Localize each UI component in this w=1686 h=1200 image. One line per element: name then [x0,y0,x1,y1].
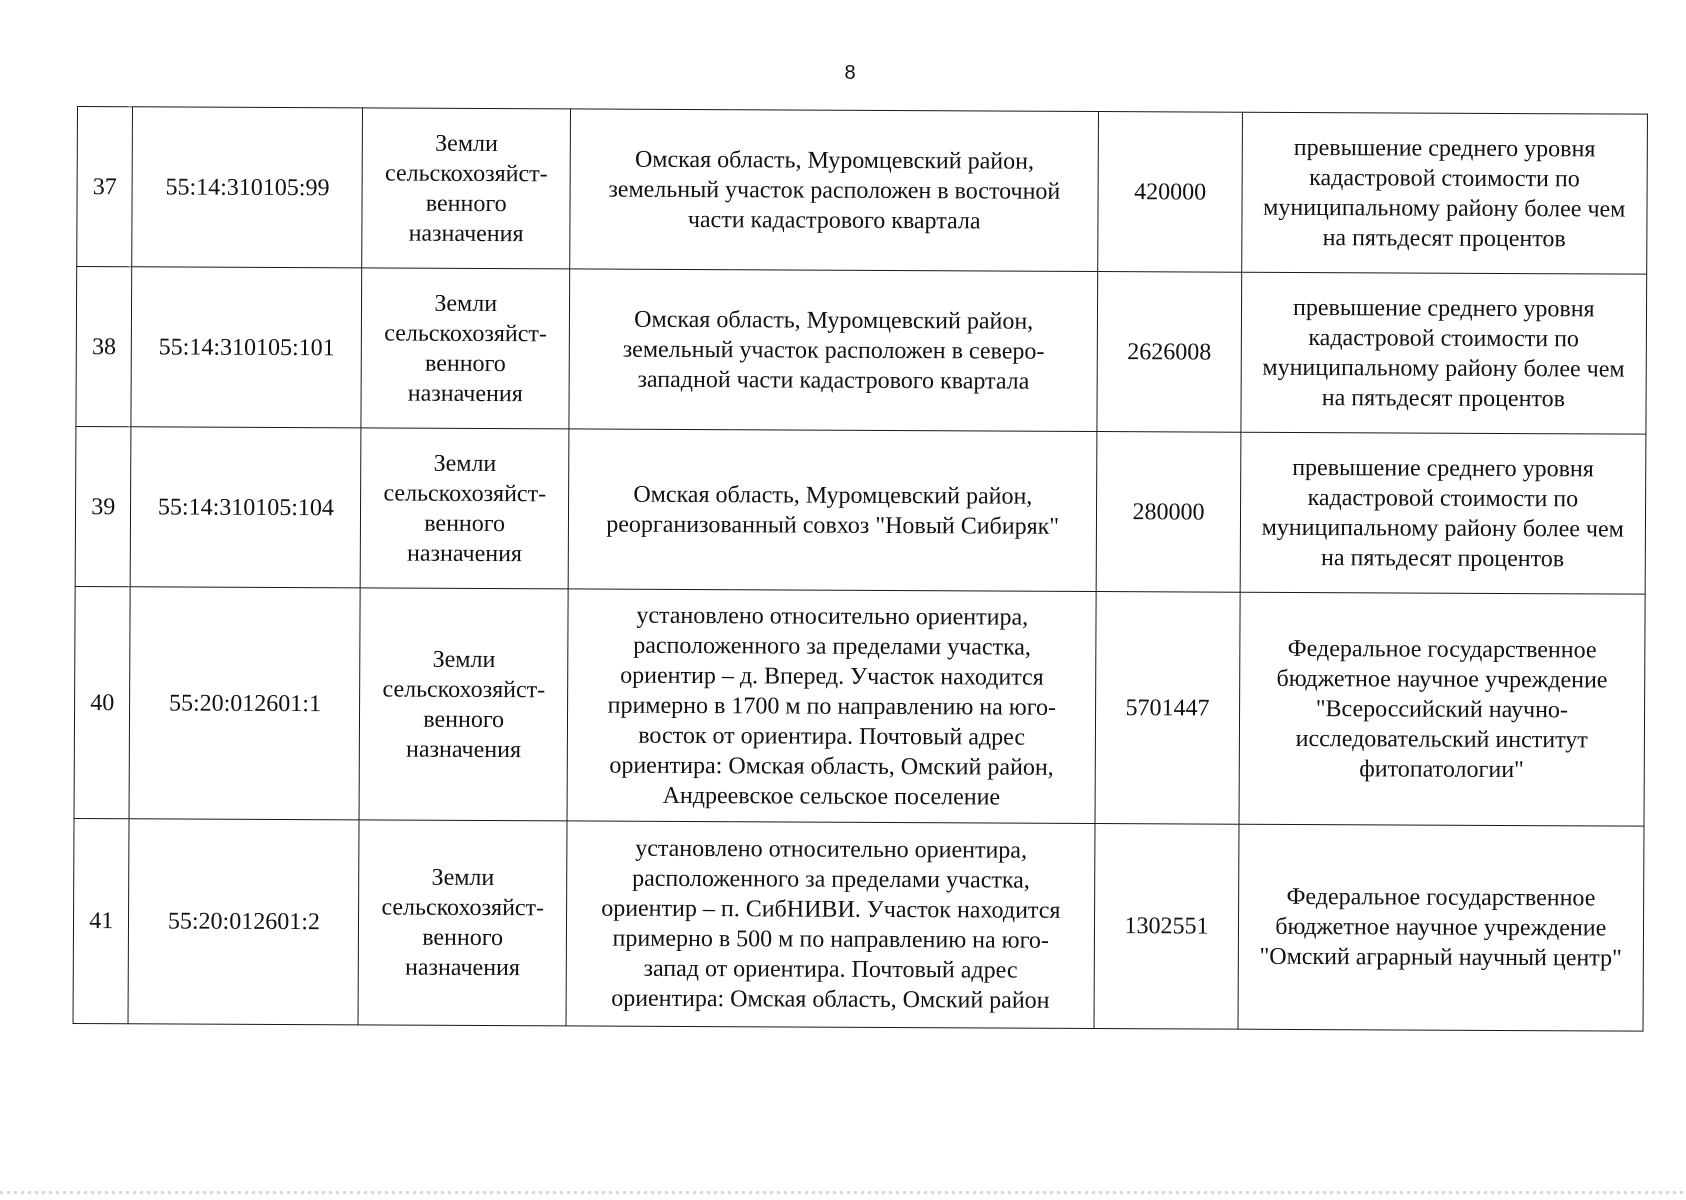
address-line: ориентир – д. Вперед. Участок находится [620,662,1044,691]
address-line: Андреевское сельское поселение [662,782,1001,811]
address-line: западной части кадастрового квартала [637,366,1030,395]
land-plots-table [73,106,1648,1032]
land-category-line: назначения [406,736,522,763]
cadastral-value-cell [1097,431,1241,592]
land-category-line: сельскохозяйст- [384,320,547,347]
table-row [75,426,1646,594]
address-cell [566,821,1095,1029]
reason-line: муниципальному району более чем [1261,514,1624,543]
land-category-line: сельскохозяйст- [385,160,548,187]
page-number: 8 [844,62,856,84]
land-category-line: назначения [406,540,523,567]
cadastral-number: 55:20:012601:1 [168,689,322,717]
address-line: ориентира: Омская область, Омский район [611,985,1050,1014]
row-number: 39 [91,493,116,520]
cadastral-number-cell [129,587,360,820]
row-number-cell [75,426,131,586]
reason-line: "Всероссийский научно- [1315,695,1569,723]
address-line: установлено относительно ориентира, [636,602,1029,631]
address-cell [569,269,1098,432]
land-category-line: Земли [433,450,497,477]
reason-cell [1241,272,1647,434]
address-line: реорганизованный совхоз "Новый Сибиряк" [606,511,1060,540]
cadastral-value: 420000 [1134,178,1207,206]
row-number-cell [77,107,133,267]
land-category-line: Земли [434,290,498,317]
land-category-line: венного [424,350,506,377]
reason-line: на пятьдесят процентов [1320,544,1565,572]
address-line: расположенного за пределами участка, [633,632,1032,661]
row-number: 38 [91,333,117,360]
land-category-line: Земли [435,130,498,157]
row-number-cell [73,818,129,1023]
reason-line: превышение среднего уровня [1293,134,1596,162]
address-line: установлено относительно ориентира, [635,835,1028,864]
reason-line: превышение среднего уровня [1292,454,1594,482]
reason-cell [1238,824,1644,1031]
address-line: ориентира: Омская область, Омский район, [609,752,1054,781]
cadastral-value: 5701447 [1125,694,1210,722]
address-line: Омская область, Муромцевский район, [634,306,1034,335]
reason-cell [1241,112,1647,274]
address-line: части кадастрового квартала [687,206,981,234]
reason-line: на пятьдесят процентов [1322,224,1566,252]
address-line: примерно в 1700 м по направлению на юго- [607,692,1057,721]
cadastral-value-cell [1097,271,1241,432]
address-cell [570,109,1099,272]
reason-line: кадастровой стоимости по [1307,484,1579,512]
cadastral-number-cell [132,107,363,268]
reason-line: фитопатологии" [1359,755,1524,783]
land-category-line: венного [424,510,506,537]
land-category-cell [358,820,567,1026]
land-category-line: Земли [431,864,495,892]
reason-line: исследовательский институт [1295,725,1588,753]
land-category-line: сельскохозяйст- [383,480,547,507]
cadastral-number: 55:14:310105:104 [157,493,335,521]
reason-cell [1240,432,1646,594]
row-number: 40 [90,689,115,716]
address-cell [568,429,1097,592]
reason-cell [1239,592,1646,826]
land-category-cell [361,268,569,429]
scan-edge-noise [0,1191,1686,1194]
row-number-cell [76,267,132,427]
address-line: примерно в 500 м по направлению на юго- [612,925,1049,954]
table-row [77,107,1648,275]
table-row [76,267,1647,435]
cadastral-value: 2626008 [1127,338,1212,366]
land-category-cell [362,108,570,269]
land-category-line: сельскохозяйст- [381,894,545,922]
cadastral-value-cell [1094,823,1238,1029]
cadastral-number-cell [128,819,359,1025]
land-category-line: назначения [408,220,524,247]
row-number: 37 [92,173,117,200]
table-row [74,586,1645,826]
cadastral-value-cell [1098,111,1242,272]
land-category-line: сельскохозяйст- [382,676,546,703]
reason-line: кадастровой стоимости по [1308,324,1580,352]
land-category-line: венного [425,190,507,217]
address-line: земельный участок расположен в северо- [622,336,1045,365]
table-row [73,818,1644,1031]
land-category-cell [359,588,568,821]
land-category-line: Земли [432,646,496,673]
land-category-line: назначения [404,954,521,982]
land-category-line: назначения [407,380,523,407]
reason-line: бюджетное научное учреждение [1275,913,1607,942]
row-number-cell [74,586,131,818]
address-cell [567,589,1097,824]
cadastral-value: 280000 [1132,498,1205,526]
reason-line: "Омский аграрный научный центр" [1259,943,1622,972]
reason-line: превышение среднего уровня [1292,294,1595,322]
land-category-line: венного [423,706,505,733]
address-line: ориентир – п. СибНИВИ. Участок находится [601,895,1061,924]
reason-line: кадастровой стоимости по [1309,164,1580,192]
address-line: земельный участок расположен в восточной [608,176,1061,205]
reason-line: муниципальному району более чем [1262,354,1625,383]
cadastral-number: 55:14:310105:101 [158,333,335,361]
cadastral-value-cell [1095,591,1239,824]
cadastral-number-cell [131,267,362,428]
reason-line: на пятьдесят процентов [1321,384,1566,412]
row-number: 41 [89,908,114,935]
reason-line: бюджетное научное учреждение [1276,665,1608,693]
address-line: восток от ориентира. Почтовый адрес [638,722,1026,751]
land-category-line: венного [422,924,504,952]
address-line: Омская область, Муромцевский район, [633,481,1033,510]
reason-line: муниципальному району более чем [1263,194,1626,223]
address-line: запад от ориентира. Почтовый адрес [643,955,1018,984]
cadastral-number-cell [131,427,362,588]
reason-line: Федеральное государственное [1286,883,1596,912]
cadastral-number: 55:14:310105:99 [165,173,330,201]
land-category-cell [360,428,568,589]
address-line: расположенного за пределами участка, [632,865,1030,894]
cadastral-number: 55:20:012601:2 [167,908,320,936]
reason-line: Федеральное государственное [1287,635,1597,663]
address-line: Омская область, Муромцевский район, [634,146,1035,175]
cadastral-value: 1302551 [1124,913,1209,940]
